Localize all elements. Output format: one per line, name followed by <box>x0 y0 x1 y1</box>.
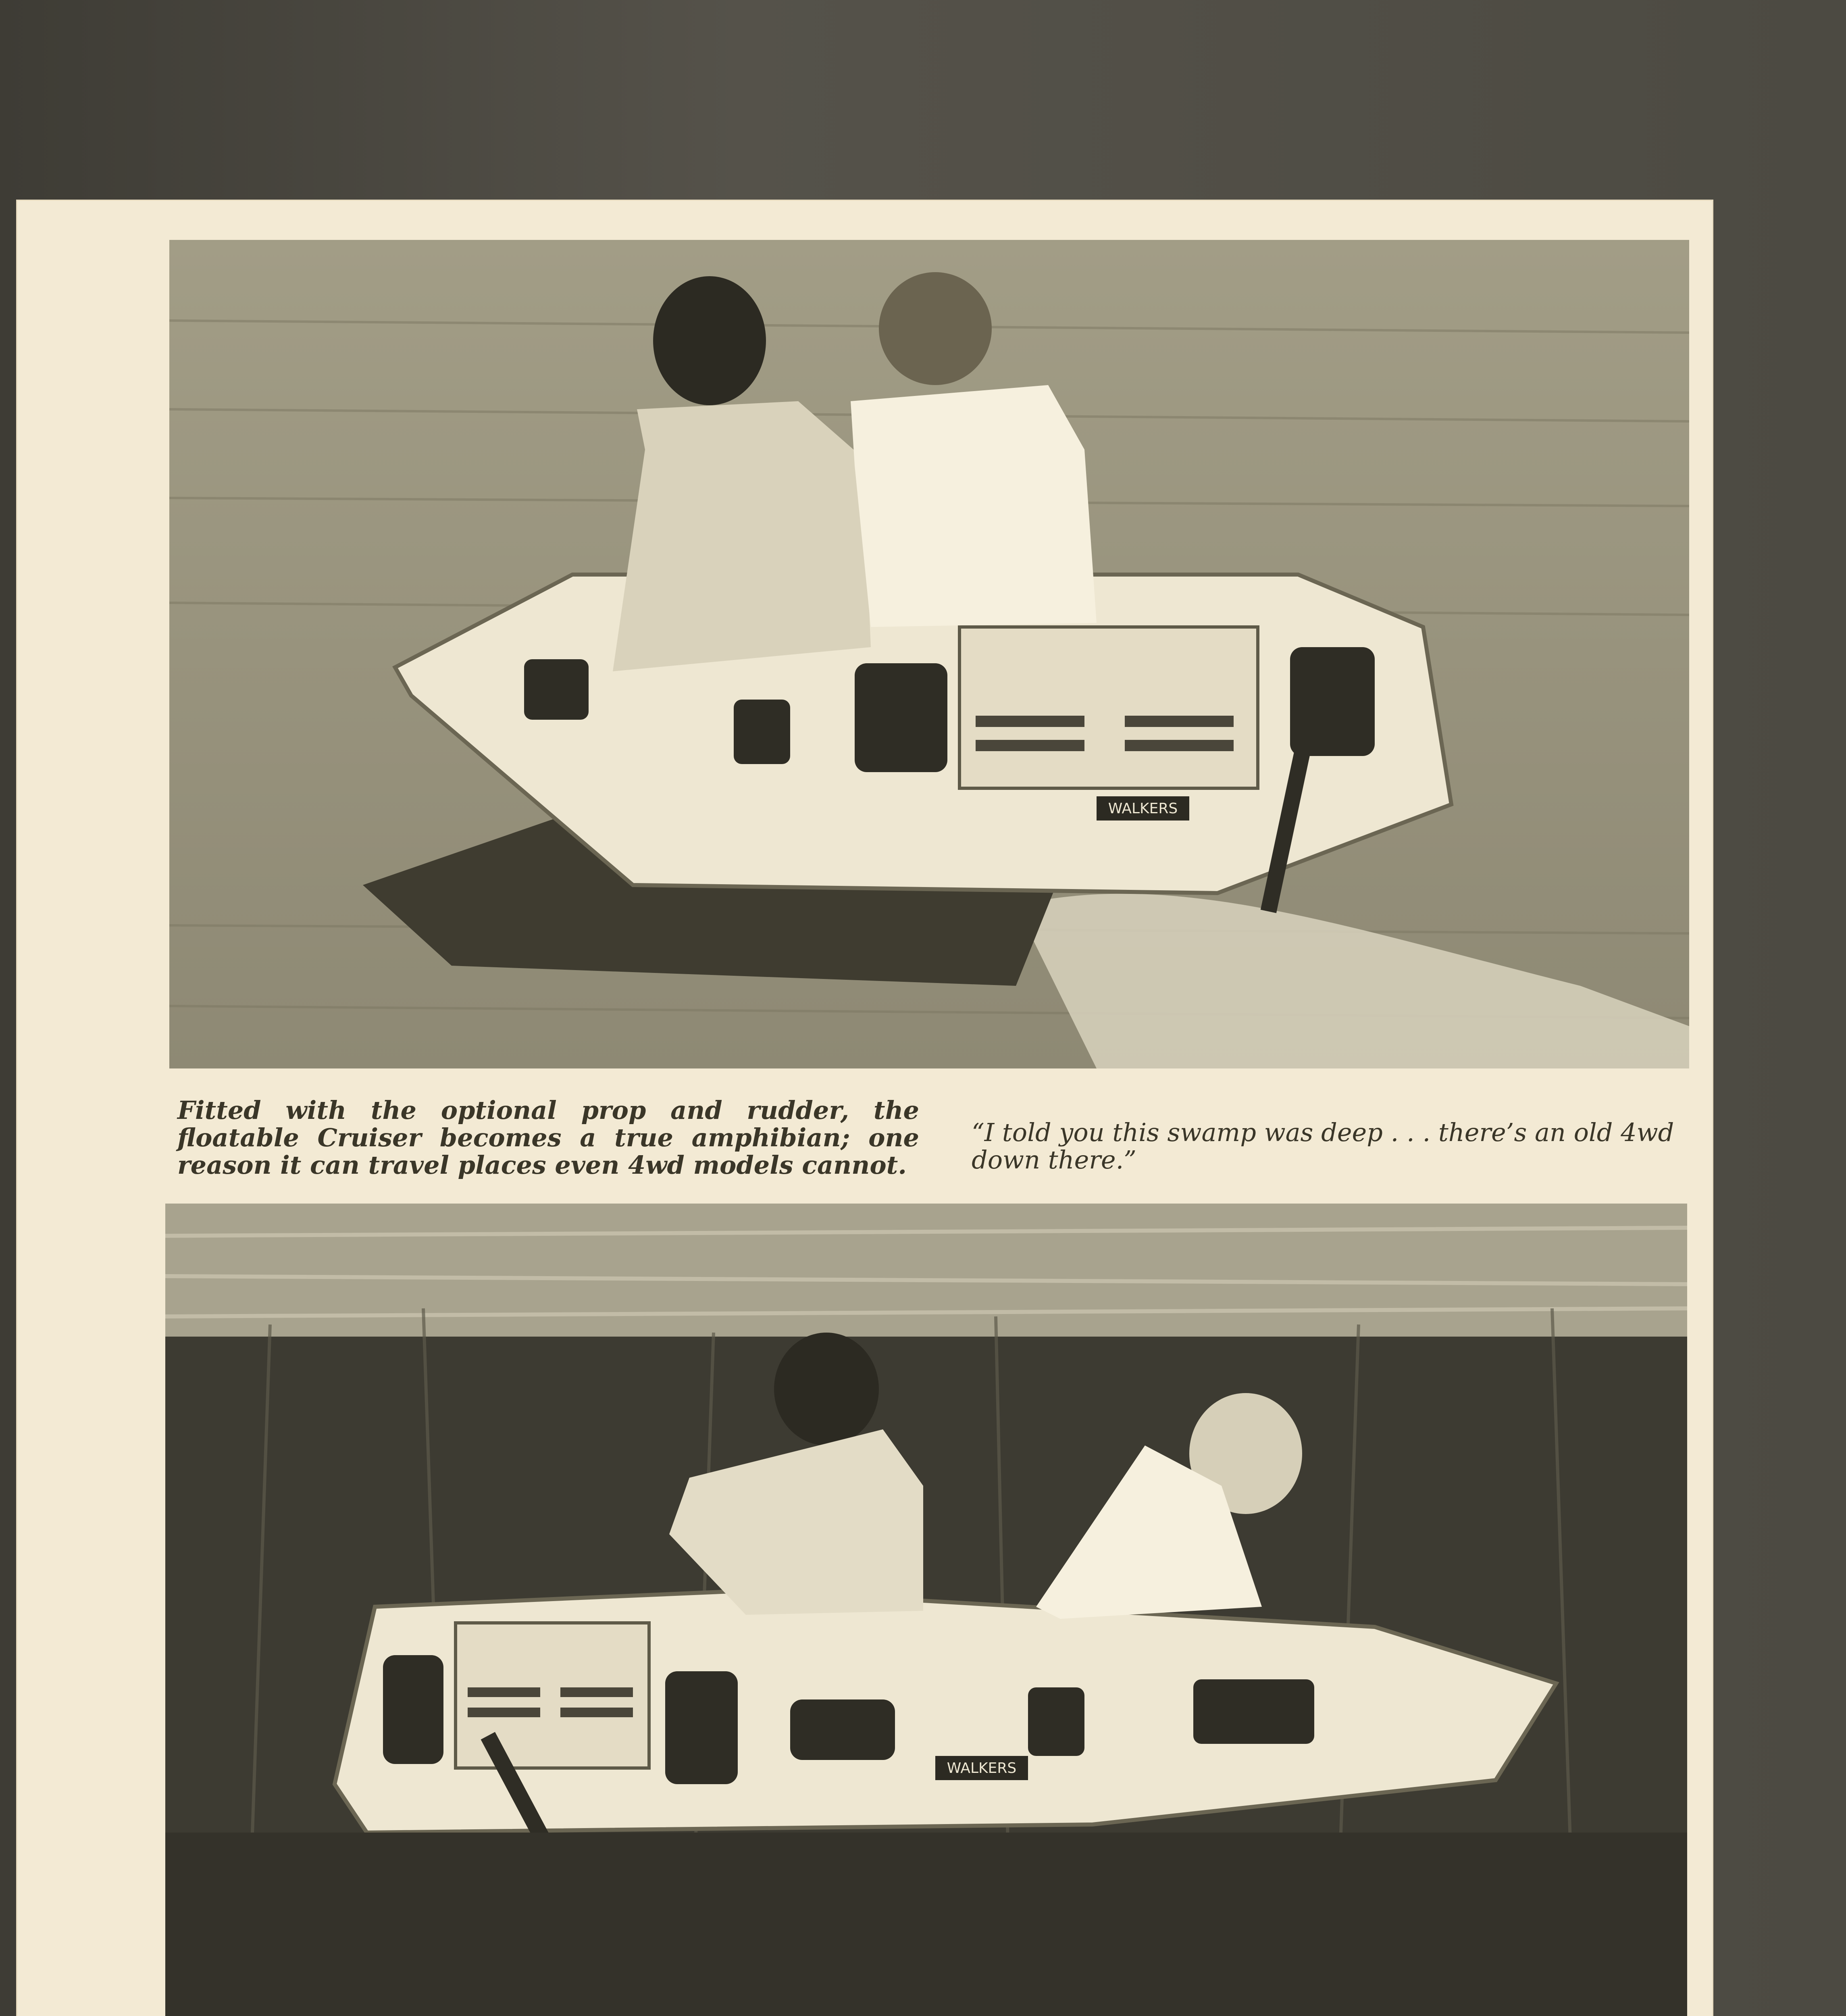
water-scene-illustration <box>169 240 1689 1068</box>
badge-top: WALKERS <box>1108 800 1178 817</box>
magazine-page <box>16 200 1713 2016</box>
badge-bottom: WALKERS <box>947 1760 1017 1776</box>
photo-amphibian-on-water <box>169 240 1689 1068</box>
caption-swamp-joke: “I told you this swamp was deep . . . there’s an old 4wd down there.” <box>972 1118 1674 1175</box>
caption-amphibian: Fitted with the optional prop and rudder, the floatable Cruiser becomes a true amphibian; one reason it can travel places even 4wd models cannot. <box>177 1095 919 1180</box>
grass-scene-illustration <box>165 1204 1687 2016</box>
photo-cruiser-in-grass <box>165 1204 1687 2016</box>
